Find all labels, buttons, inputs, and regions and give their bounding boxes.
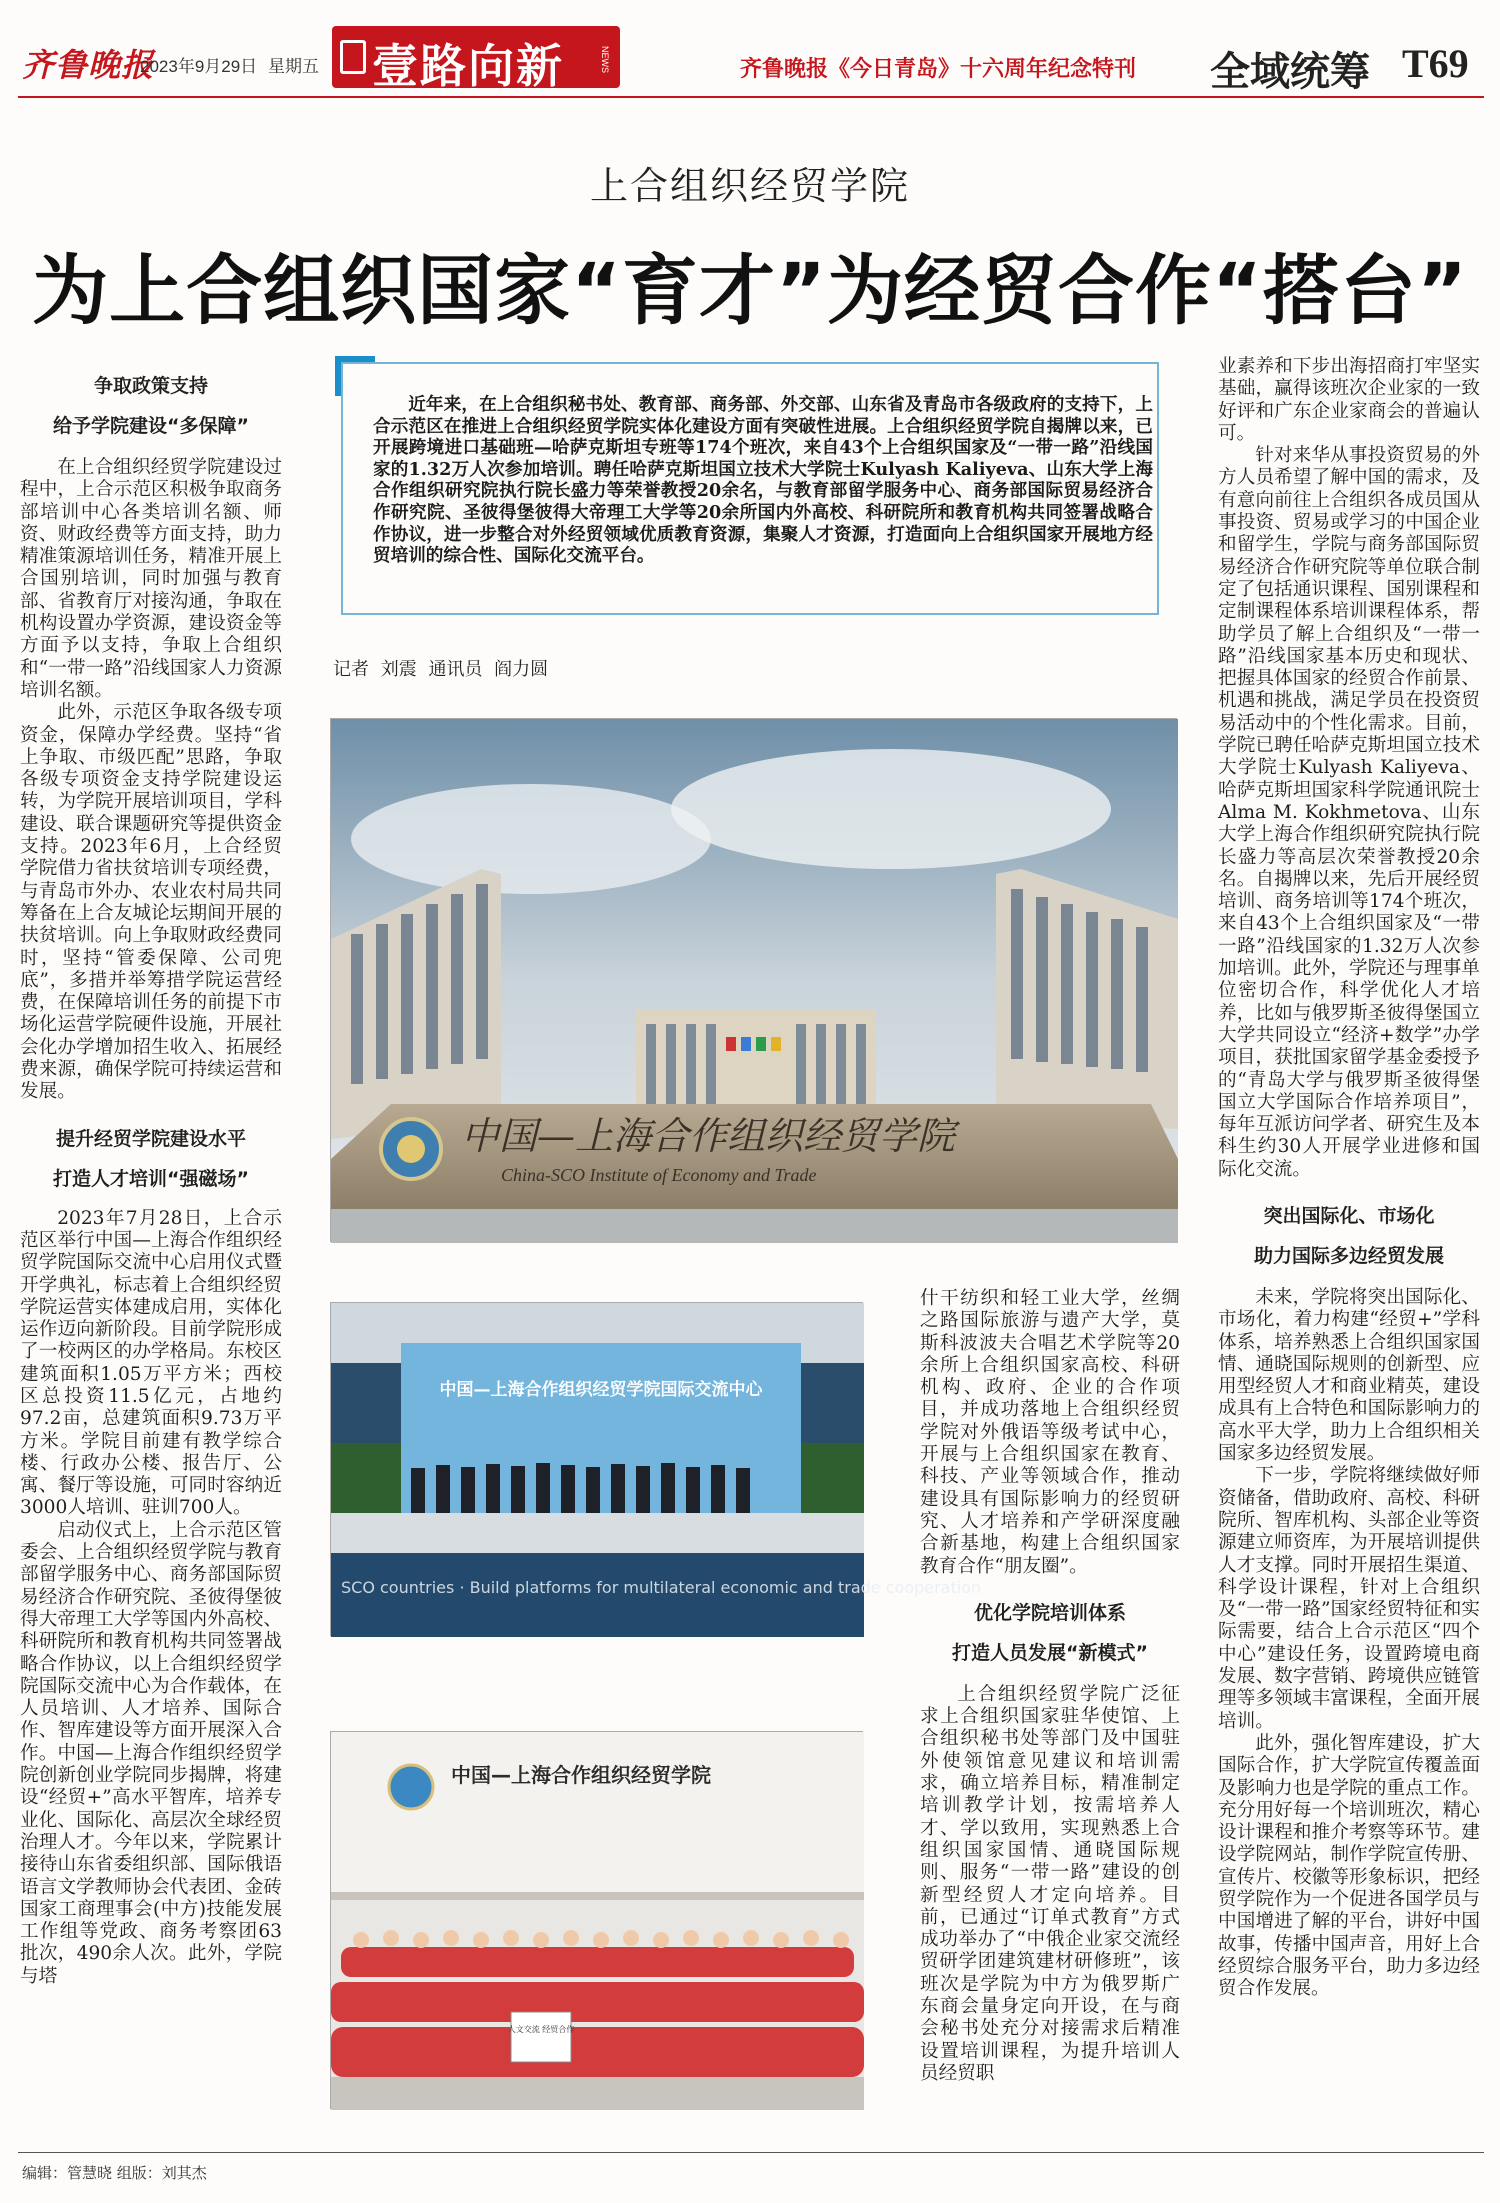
section-subhead: 突出国际化、市场化 <box>1263 1204 1435 1227</box>
ceremony-banner-text: 中国—上海合作组织经贸学院国际交流中心 <box>439 1380 763 1400</box>
group-photo <box>330 1731 863 2109</box>
column-news-tag: NEWS <box>600 46 610 73</box>
ceremony-floor-text: SCO countries · Build platforms for multilateral economic and trade cooperation <box>341 1578 982 1597</box>
newspaper-logo: 齐鲁晚报 <box>22 46 155 84</box>
column-title: 壹路向新 <box>372 39 564 93</box>
section-subhead: 优化学院培训体系 <box>973 1601 1126 1624</box>
summary-text: 近年来，在上合组织秘书处、教育部、商务部、外交部、山东省及青岛市各级政府的支持下，上合示范区在推进上合组织经贸学院实体化建设方面有突破性进展。上合组织经贸学院自揭牌以来，已开展跨境进口基础班—哈萨克斯坦专班等174个班次，来自43个上合组织国家及“一带一路”沿线国家的1.32万人次参加培训。聘任哈萨克斯坦国立技术大学院士Kulyash Kaliyeva、山东大学上海合作组织研究院执行院长盛力等荣誉教授20余名，与教育部留学服务中心、商务部国际贸易经济合作研究院、圣彼得堡彼得大帝理工大学等20余所国内外高校、科研院所和教育机构共同签署战略合作协议，进一步整合对外经贸领域优质教育资源，集聚人才资源，打造面向上合组织国家开展地方经贸培训的综合性、国际化交流平台。 <box>373 394 1153 567</box>
issue-date: 2023年9月29日 <box>140 57 258 76</box>
byline: 记者 刘震 通讯员 阎力圆 <box>333 659 549 680</box>
editor-credits: 编辑：管慧晓 组版：刘其杰 <box>22 2164 207 2182</box>
article-headline: 为上合组织国家“育才”为经贸合作“搭台” <box>32 246 1468 335</box>
body-paragraph: 上合组织经贸学院广泛征求上合组织国家驻华使馆、上合组织秘书处等部门及中国驻外使领馆意见建议和培训需求，确立培养目标，精准制定培训教学计划，按需培养人才、学以致用，实现熟悉上合组织国家国情、通晓国际规则、服务“一带一路”建设的创新型经贸人才定向培养。目前，已通过“订单式教育”方式成功举办了“中俄企业家交流经贸研学团建筑建材研修班”，该班次是学院为中方为俄罗斯广东商会量身定向开设，在与商会秘书处充分对接需求后精准设置培训课程，为提升培训人员经贸职 <box>920 1683 1180 2084</box>
ceremony-photo <box>330 1302 982 1636</box>
campus-photo <box>330 718 1177 1242</box>
column-banner <box>332 26 620 93</box>
body-paragraph: 启动仪式上，上合示范区管委会、上合组织经贸学院与教育部留学服务中心、商务部国际贸易经济合作研究院、圣彼得堡彼得大帝理工大学等国内外高校、科研院所和教育机构共同签署战略合作协议，以上合组织经贸学院国际交流中心为合作载体，在人员培训、人才培养、国际合作、智库建设等方面开展深入合作。中国—上海合作组织经贸学院创新创业学院同步揭牌，将建设“经贸+”高水平智库，培养专业化、国际化、高层次全球经贸治理人才。今年以来，学院累计接待山东省委组织部、国际俄语语言文学教师协会代表团、金砖国家工商理事会(中方)技能发展工作组等党政、商务考察团63批次，490余人次。此外，学院与塔 <box>20 1519 282 1987</box>
article-kicker: 上合组织经贸学院 <box>589 164 910 208</box>
masthead <box>0 0 1500 100</box>
section-subhead: 助力国际多边经贸发展 <box>1253 1244 1444 1267</box>
ceremony-illustration <box>331 1303 982 1637</box>
body-paragraph: 在上合组织经贸学院建设过程中，上合示范区积极争取商务部培训中心各类培训名额、师资、财政经费等方面支持，助力精准策源培训任务，精准开展上合国别培训，同时加强与教育部、省教育厅对接沟通，争取在机构设置办学资源，建设资金等方面予以支持，争取上合组织和“一带一路”沿线国家人力资源培训名额。 <box>20 457 282 701</box>
section-name: 全域统筹 <box>1210 48 1370 95</box>
body-paragraph: 下一步，学院将继续做好师资储备，借助政府、高校、科研院所、智库机构、头部企业等资源建立师资库，为开展培训提供人才支撑。同时开展招生渠道、科学设计课程，针对上合组织及“一带一路”国家经贸特征和实际需要，结合上合示范区“四个中心”建设任务，设置跨境电商发展、数字营销、跨境供应链管理等多领域丰富课程，全面开展培训。 <box>1218 1465 1480 1732</box>
body-paragraph: 业素养和下步出海招商打牢坚实基础，赢得该班次企业家的一致好评和广东企业家商会的普遍认可。 <box>1218 356 1480 444</box>
group-banner-text: 中国—上海合作组织经贸学院 <box>451 1763 711 1787</box>
article-column-4 <box>1218 356 1480 2000</box>
campus-illustration <box>331 719 1178 1243</box>
body-paragraph: 未来，学院将突出国际化、市场化，着力构建“经贸+”学科体系，培养熟悉上合组织国家国情、通晓国际规则的创新型、应用型经贸人才和商业精英，建设成具有上合特色和国际影响力的高水平大学，助力上合组织相关国家多边经贸发展。 <box>1218 1286 1480 1465</box>
group-illustration <box>331 1732 864 2110</box>
campus-sign-english: China-SCO Institute of Economy and Trade <box>501 1165 817 1185</box>
campus-sign-text: 中国—上海合作组织经贸学院 <box>461 1114 956 1158</box>
footer-divider <box>18 2152 1484 2153</box>
body-paragraph: 此外，示范区争取各级专项资金，保障办学经费。坚持“省上争取、市级匹配”思路，争取各级专项资金支持学院建设运转，为学院开展培训项目，学科建设、联合课题研究等提供资金支持。2023年6月，上合经贸学院借力省扶贫培训专项经费，与青岛市外办、农业农村局共同筹备在上合友城论坛期间开展的扶贫培训。向上争取财政经费同时，坚持“管委保障、公司兜底”，多措并举筹措学院运营经费，在保障培训任务的前提下市场化运营学院硬件设施，开展社会化办学增加招生收入、拓展经费来源，确保学院可持续运营和发展。 <box>20 702 282 1103</box>
article-column-1 <box>20 375 282 1988</box>
summary-box <box>341 362 1159 615</box>
section-subhead: 争取政策支持 <box>93 375 208 397</box>
section-subhead: 打造人才培训“强磁场” <box>53 1167 249 1190</box>
section-subhead: 提升经贸学院建设水平 <box>55 1127 246 1150</box>
page-number: T69 <box>1402 41 1469 86</box>
issue-weekday: 星期五 <box>268 57 319 76</box>
body-paragraph: 此外，强化智库建设，扩大国际合作，扩大学院宣传覆盖面及影响力也是学院的重点工作。充分用好每一个培训班次，精心设计课程和推介考察等环节。建设学院网站，制作学院宣传册、宣传片、校徽等形象标识，把经贸学院作为一个促进各国学员与中国增进了解的平台，讲好中国故事，传播中国声音，用好上合经贸综合服务平台，助力多边经贸合作发展。 <box>1218 1732 1480 2000</box>
body-paragraph: 什干纺织和轻工业大学，丝绸之路国际旅游与遗产大学，莫斯科波波夫合唱艺术学院等20余所上合组织国家高校、科研机构、政府、企业的合作项目，并成功落地上合组织经贸学院对外俄语等级考试中心，开展与上合组织国家在教育、科技、产业等领域合作，推动建设具有国际影响力的经贸研究、人才培养和产学研深度融合新基地，构建上合组织国家教育合作“朋友圈”。 <box>920 1288 1180 1577</box>
body-paragraph: 针对来华从事投资贸易的外方人员希望了解中国的需求，及有意向前往上合组织各成员国从事投资、贸易或学习的中国企业和留学生，学院与商务部国际贸易经济合作研究院等单位联合制定了包括通识课程、国别课程和定制课程体系培训课程体系，帮助学员了解上合组织及“一带一路”沿线国家基本历史和现状、把握具体国家的经贸合作前景、机遇和挑战，满足学员在投资贸易活动中的个性化需求。目前，学院已聘任哈萨克斯坦国立技术大学院士Kulyash Kaliyeva、哈萨克斯坦国家科学院通讯院士Alma M. Kokhmetova、山东大学上海合作组织研究院执行院长盛力等高层次荣誉教授20余名。自揭牌以来，先后开展经贸培训、商务培训等174个班次，来自43个上合组织国家及“一带一路”沿线国家的1.32万人次参加培训。此外，学院还与理事单位密切合作，科学优化人才培养，比如与俄罗斯圣彼得堡国立大学共同设立“经济+数学”办学项目，获批国家留学基金委授予的“青岛大学与俄罗斯圣彼得堡国立大学国际合作培养项目”，每年互派访问学者、研究生及本科生约30人开展学业进修和国际化交流。 <box>1218 445 1480 1180</box>
article-column-3 <box>920 1288 1180 2085</box>
group-placard-text: 人文交流 经贸合作 <box>507 2025 575 2034</box>
section-subhead: 打造人员发展“新模式” <box>952 1641 1148 1664</box>
body-paragraph: 2023年7月28日，上合示范区举行中国—上海合作组织经贸学院国际交流中心启用仪式暨开学典礼，标志着上合组织经贸学院运营实体建成启用，实体化运作迈向新阶段。目前学院形成了一校两区的办学格局。东校区建筑面积1.05万平方米；西校区总投资11.5亿元，占地约97.2亩，总建筑面积9.73万平方米。学院目前建有教学综合楼、行政办公楼、报告厅、公寓、餐厅等设施，可同时容纳近3000人培训、驻训700人。 <box>20 1207 282 1519</box>
section-subhead: 给予学院建设“多保障” <box>53 415 249 437</box>
special-edition-title: 齐鲁晚报《今日青岛》十六周年纪念特刊 <box>740 57 1137 82</box>
masthead-divider <box>18 96 1484 98</box>
column-emblem-icon <box>340 40 366 74</box>
